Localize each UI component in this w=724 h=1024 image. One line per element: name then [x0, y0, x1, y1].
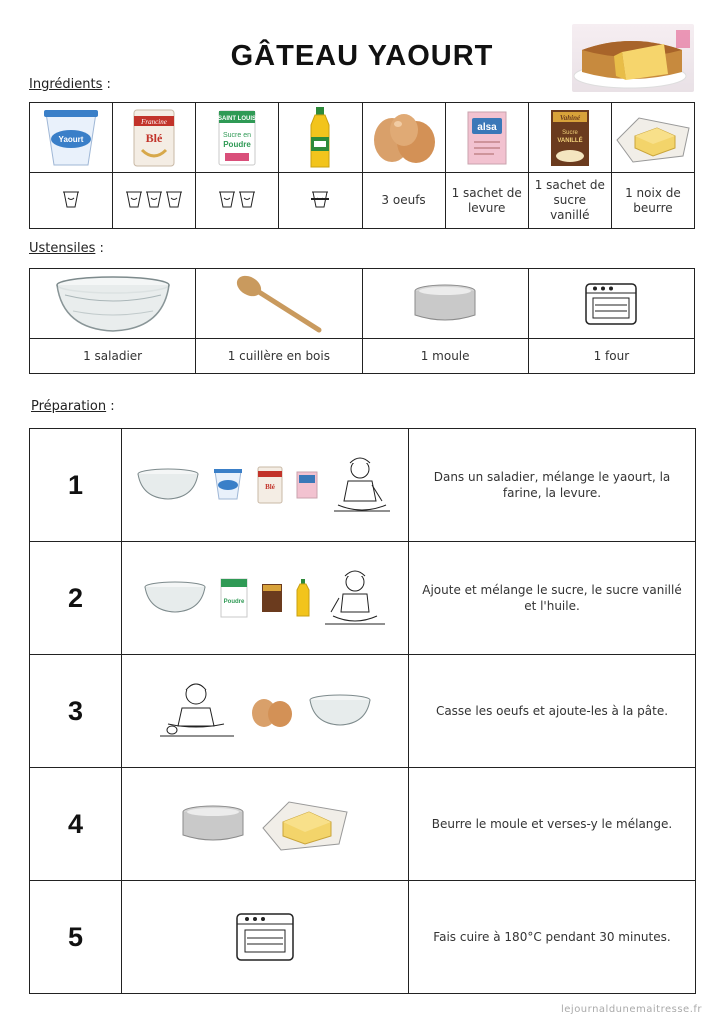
wooden-spoon-label: 1 cuillère en bois: [196, 339, 362, 374]
sugar-image: [196, 103, 279, 173]
step-text: Ajoute et mélange le sucre, le sucre vanillé et l'huile.: [409, 542, 696, 655]
cake-photo: [572, 24, 694, 92]
yogurt-pot-icon: [311, 189, 329, 209]
flour-quantity: [113, 173, 196, 229]
step-text: Beurre le moule et verses-y le mélange.: [409, 768, 696, 881]
cook-mixing-icon: [330, 455, 394, 515]
step-text: Casse les oeufs et ajoute-les à la pâte.: [409, 655, 696, 768]
yogurt-icon: [212, 468, 244, 502]
bowl-image: [30, 269, 196, 339]
cake-mold-label: 1 moule: [362, 339, 528, 374]
step-row: [30, 655, 696, 768]
step-row: [30, 429, 696, 542]
utensils-heading: Ustensiles :: [29, 241, 104, 256]
yogurt-quantity: [30, 173, 113, 229]
footer-credit: lejournaldunemaitresse.fr: [560, 1004, 702, 1015]
wooden-spoon-image: [196, 269, 362, 339]
step-number: 1: [30, 429, 122, 542]
sugar-quantity: [196, 173, 279, 229]
step-number: 2: [30, 542, 122, 655]
bowl-icon: [308, 694, 372, 728]
svg-text:Blé: Blé: [265, 483, 275, 491]
svg-text:Poudre: Poudre: [223, 599, 245, 605]
butter-icon: [259, 794, 351, 854]
ingredients-table: [29, 102, 695, 229]
step-number: 4: [30, 768, 122, 881]
oven-icon: [234, 911, 296, 963]
oven-image: [528, 269, 694, 339]
bowl-icon: [143, 581, 207, 615]
steps-table: [29, 428, 696, 994]
yeast-icon: [296, 471, 318, 499]
step-illustration: [122, 429, 409, 542]
sugar-icon: [219, 577, 249, 619]
flour-image: [113, 103, 196, 173]
eggs-image: [362, 103, 445, 173]
yeast-quantity: 1 sachet de levure: [445, 173, 528, 229]
yogurt-pot-icons: [124, 189, 184, 213]
svg-text:Sucre en: Sucre en: [223, 131, 252, 139]
svg-text:Francine: Francine: [141, 117, 168, 126]
vanilla-sugar-image: [528, 103, 611, 173]
svg-text:Sucre: Sucre: [561, 129, 578, 136]
yogurt-pot-icon: [62, 189, 80, 209]
svg-text:SAINT LOUIS: SAINT LOUIS: [218, 115, 257, 122]
svg-text:alsa: alsa: [476, 121, 497, 133]
yogurt-pot-icons: [310, 189, 330, 213]
yogurt-pot-icon: [125, 189, 143, 209]
cake-mold-image: [362, 269, 528, 339]
bowl-label: 1 saladier: [30, 339, 196, 374]
svg-text:Blé: Blé: [145, 130, 163, 145]
eggs-quantity: 3 oeufs: [362, 173, 445, 229]
svg-text:VANILLÉ: VANILLÉ: [557, 137, 583, 144]
yogurt-pot-icon: [145, 189, 163, 209]
yogurt-pot-icon: [238, 189, 256, 209]
flour-icon: [256, 465, 284, 505]
butter-image: [611, 103, 694, 173]
step-row: [30, 542, 696, 655]
yogurt-image: [30, 103, 113, 173]
step-text: Dans un saladier, mélange le yaourt, la farine, la levure.: [409, 429, 696, 542]
yogurt-pot-icon: [165, 189, 183, 209]
step-illustration: [122, 768, 409, 881]
oven-label: 1 four: [528, 339, 694, 374]
vanilla-sugar-quantity: 1 sachet de sucre vanillé: [528, 173, 611, 229]
butter-quantity: 1 noix de beurre: [611, 173, 694, 229]
step-row: [30, 768, 696, 881]
svg-text:Yaourt: Yaourt: [58, 134, 84, 144]
yogurt-pot-icon: [218, 189, 236, 209]
cook-mixing-icon: [323, 568, 387, 628]
page-title: GÂTEAU YAOURT: [230, 40, 494, 72]
yogurt-pot-icons: [61, 189, 81, 213]
step-illustration: [122, 542, 409, 655]
oil-image: [279, 103, 362, 173]
preparation-heading: Préparation :: [31, 399, 115, 414]
yogurt-pot-icons: [217, 189, 257, 213]
utensils-table: [29, 268, 695, 374]
yeast-image: [445, 103, 528, 173]
cook-cracking-egg-icon: [158, 680, 236, 742]
eggs-icon: [248, 694, 296, 728]
oil-quantity: [279, 173, 362, 229]
step-text: Fais cuire à 180°C pendant 30 minutes.: [409, 881, 696, 994]
step-illustration: [122, 881, 409, 994]
vanilla-sugar-icon: [261, 583, 283, 613]
step-number: 3: [30, 655, 122, 768]
bowl-icon: [136, 468, 200, 502]
svg-text:Vahiné: Vahiné: [559, 113, 580, 122]
oil-icon: [295, 578, 311, 618]
step-illustration: [122, 655, 409, 768]
svg-text:Poudre: Poudre: [223, 139, 252, 149]
cake-mold-icon: [179, 803, 247, 845]
step-number: 5: [30, 881, 122, 994]
step-row: [30, 881, 696, 994]
ingredients-heading: Ingrédients :: [29, 77, 111, 92]
